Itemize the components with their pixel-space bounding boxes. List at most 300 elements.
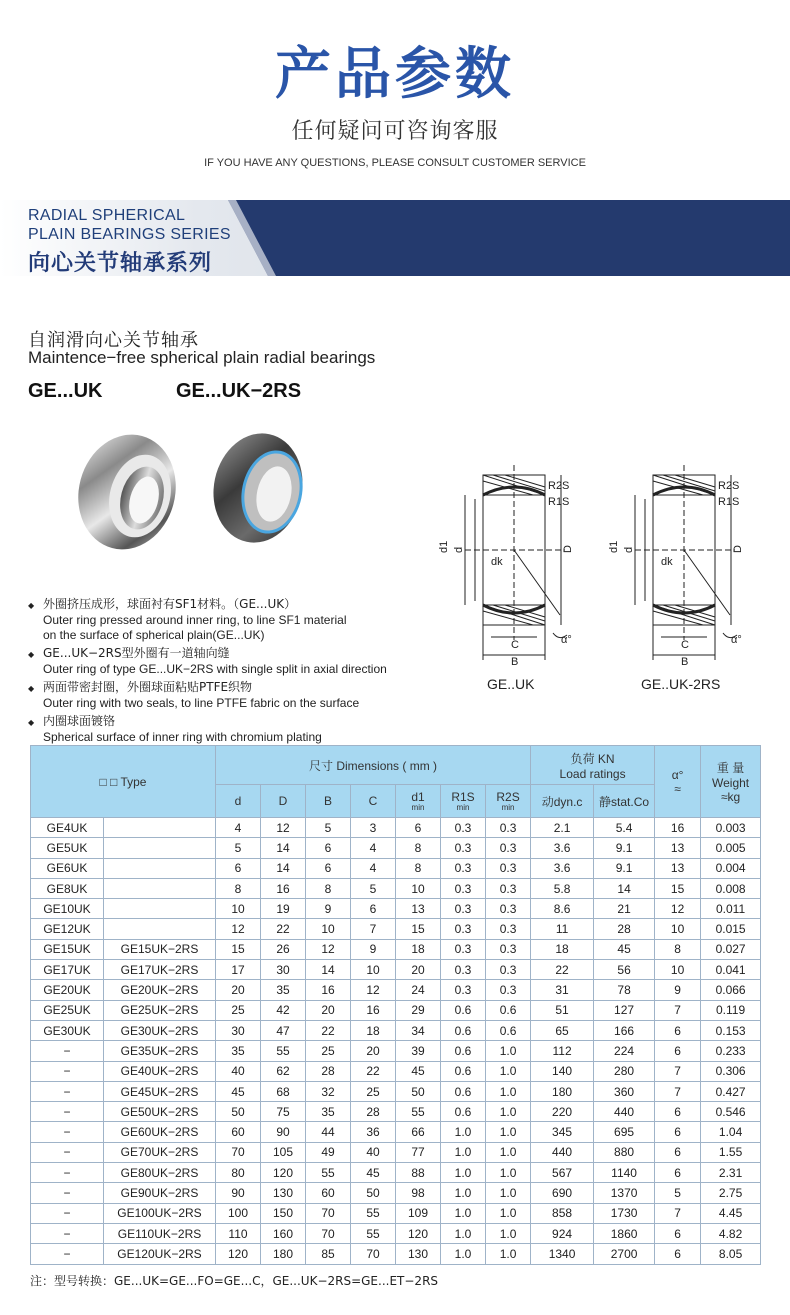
header-stat: 静stat.Co — [594, 785, 655, 818]
table-cell: 6 — [306, 838, 351, 858]
table-cell: 6 — [655, 1020, 701, 1040]
header-type: □ □ Type — [31, 746, 216, 818]
diagram-label-d1: d1 — [608, 540, 620, 553]
table-cell: 6 — [351, 899, 396, 919]
table-cell: 0.546 — [701, 1102, 761, 1122]
table-cell: 22 — [531, 960, 594, 980]
table-cell: 2.31 — [701, 1163, 761, 1183]
table-cell: 6 — [655, 1163, 701, 1183]
feature-item: ◆ GE...UK−2RS型外圈有一道轴向缝 Outer ring of type GE...UK−2RS with single split in axial direction — [28, 646, 448, 677]
table-cell: − — [31, 1041, 104, 1061]
table-cell: 6 — [655, 1244, 701, 1264]
table-cell: 0.3 — [441, 939, 486, 959]
table-row — [31, 1203, 761, 1223]
diagram-label-D: D — [732, 545, 744, 553]
table-cell: 26 — [261, 939, 306, 959]
table-cell: − — [31, 1244, 104, 1264]
table-cell: − — [31, 1081, 104, 1101]
table-cell: 20 — [396, 960, 441, 980]
table-cell: − — [31, 1163, 104, 1183]
table-cell: 0.3 — [486, 960, 531, 980]
diagram-label-B: B — [681, 656, 689, 668]
table-cell: GE50UK−2RS — [104, 1102, 216, 1122]
table-cell: 440 — [594, 1102, 655, 1122]
table-cell: 12 — [261, 818, 306, 838]
table-cell: 17 — [216, 960, 261, 980]
table-cell: 180 — [531, 1081, 594, 1101]
table-row — [31, 1081, 761, 1101]
diagram-label-r2s: R2S — [548, 480, 570, 492]
table-cell: 13 — [655, 838, 701, 858]
table-cell: − — [31, 1122, 104, 1142]
table-cell: 10 — [655, 919, 701, 939]
feature-item: ◆ 内圈球面镀铬 Spherical surface of inner ring with chromium plating — [28, 714, 448, 745]
table-cell: 15 — [396, 919, 441, 939]
table-cell: 20 — [216, 980, 261, 1000]
table-cell: 1.0 — [486, 1163, 531, 1183]
diagram-label-r1s: R1S — [548, 496, 570, 508]
table-cell: 695 — [594, 1122, 655, 1142]
table-cell: 6 — [216, 858, 261, 878]
table-cell: 0.6 — [486, 1020, 531, 1040]
table-cell: 45 — [396, 1061, 441, 1081]
header-alpha: α° ≈ — [655, 746, 701, 818]
table-row — [31, 1142, 761, 1162]
table-cell: 45 — [216, 1081, 261, 1101]
table-cell: 68 — [261, 1081, 306, 1101]
table-cell: 1.0 — [441, 1183, 486, 1203]
table-cell: 0.3 — [486, 980, 531, 1000]
table-cell: 16 — [306, 980, 351, 1000]
table-cell: 100 — [216, 1203, 261, 1223]
table-cell: 28 — [351, 1102, 396, 1122]
table-cell: 0.004 — [701, 858, 761, 878]
section-title-en: Maintence−free spherical plain radial bearings — [28, 348, 376, 367]
table-cell: 18 — [396, 939, 441, 959]
section-title-cn: 自润滑向心关节轴承 — [28, 330, 199, 351]
table-cell: 6 — [655, 1041, 701, 1061]
table-cell: 55 — [306, 1163, 351, 1183]
header-B: B — [306, 785, 351, 818]
table-row — [31, 1183, 761, 1203]
table-cell — [104, 878, 216, 898]
table-cell: 0.3 — [441, 838, 486, 858]
table-cell: 0.3 — [486, 939, 531, 959]
table-cell: 0.3 — [441, 858, 486, 878]
table-cell: 9.1 — [594, 838, 655, 858]
table-cell: 47 — [261, 1020, 306, 1040]
table-cell: 85 — [306, 1244, 351, 1264]
table-cell: 8.6 — [531, 899, 594, 919]
table-cell: − — [31, 1142, 104, 1162]
table-cell: 5.4 — [594, 818, 655, 838]
table-cell: − — [31, 1183, 104, 1203]
diagram-label-d1: d1 — [438, 540, 450, 553]
table-cell: 1.0 — [486, 1183, 531, 1203]
table-cell: 0.3 — [486, 878, 531, 898]
table-cell: 112 — [531, 1041, 594, 1061]
table-row — [31, 858, 761, 878]
table-cell: 6 — [306, 858, 351, 878]
table-cell: 1.0 — [486, 1244, 531, 1264]
table-cell: 19 — [261, 899, 306, 919]
table-cell: 5 — [306, 818, 351, 838]
table-cell: 6 — [655, 1223, 701, 1243]
table-cell: 5 — [216, 838, 261, 858]
table-cell: 166 — [594, 1020, 655, 1040]
header-dyn: 动dyn.c — [531, 785, 594, 818]
table-cell: 70 — [351, 1244, 396, 1264]
table-cell: 0.6 — [441, 1102, 486, 1122]
table-cell: 0.041 — [701, 960, 761, 980]
table-cell: 1.0 — [486, 1223, 531, 1243]
table-cell: 345 — [531, 1122, 594, 1142]
table-cell: 39 — [396, 1041, 441, 1061]
table-cell: 0.3 — [441, 960, 486, 980]
header-d1: d1 min — [396, 785, 441, 818]
table-cell: 150 — [261, 1203, 306, 1223]
table-cell: 0.6 — [441, 1020, 486, 1040]
table-cell: 9 — [306, 899, 351, 919]
table-cell: 9.1 — [594, 858, 655, 878]
table-cell: 34 — [396, 1020, 441, 1040]
table-cell: 2.1 — [531, 818, 594, 838]
table-cell: 0.6 — [441, 1000, 486, 1020]
table-cell: 42 — [261, 1000, 306, 1020]
table-cell: 220 — [531, 1102, 594, 1122]
table-cell: 11 — [531, 919, 594, 939]
table-cell: 0.3 — [441, 919, 486, 939]
table-cell: 140 — [531, 1061, 594, 1081]
table-cell: 21 — [594, 899, 655, 919]
table-cell: GE6UK — [31, 858, 104, 878]
table-cell: 1.0 — [486, 1203, 531, 1223]
table-row — [31, 1041, 761, 1061]
table-cell: 0.3 — [486, 858, 531, 878]
table-cell: 0.011 — [701, 899, 761, 919]
table-cell: 10 — [306, 919, 351, 939]
diagram-label-d: d — [453, 546, 465, 553]
table-cell: 1.0 — [486, 1122, 531, 1142]
spec-table — [30, 745, 761, 1265]
table-cell: 0.6 — [441, 1061, 486, 1081]
table-cell: 10 — [216, 899, 261, 919]
table-cell: 924 — [531, 1223, 594, 1243]
table-cell: 1.0 — [486, 1041, 531, 1061]
table-cell: 1.0 — [441, 1163, 486, 1183]
table-cell: 15 — [655, 878, 701, 898]
diagram-label-d: d — [623, 546, 635, 553]
table-cell: 35 — [306, 1102, 351, 1122]
table-cell: 1.0 — [441, 1244, 486, 1264]
page-subtitle: 任何疑问可咨询客服 — [291, 119, 499, 144]
table-cell: − — [31, 1203, 104, 1223]
table-cell: 25 — [216, 1000, 261, 1020]
table-cell: 88 — [396, 1163, 441, 1183]
table-cell: 10 — [396, 878, 441, 898]
table-cell: 25 — [306, 1041, 351, 1061]
table-cell: GE30UK−2RS — [104, 1020, 216, 1040]
table-cell: 22 — [351, 1061, 396, 1081]
table-cell: 0.6 — [441, 1041, 486, 1061]
table-cell: 880 — [594, 1142, 655, 1162]
table-cell: 60 — [216, 1122, 261, 1142]
table-cell: 20 — [351, 1041, 396, 1061]
table-cell: 4 — [351, 838, 396, 858]
table-row — [31, 1000, 761, 1020]
table-cell: 1730 — [594, 1203, 655, 1223]
table-cell: 29 — [396, 1000, 441, 1020]
table-cell: 5 — [655, 1183, 701, 1203]
table-cell: 35 — [261, 980, 306, 1000]
table-cell: 31 — [531, 980, 594, 1000]
table-cell: 105 — [261, 1142, 306, 1162]
table-cell: 13 — [655, 858, 701, 878]
table-cell: 0.3 — [441, 980, 486, 1000]
table-cell: 14 — [261, 838, 306, 858]
table-cell: 50 — [351, 1183, 396, 1203]
table-row — [31, 838, 761, 858]
table-cell: 130 — [261, 1183, 306, 1203]
table-cell: 1860 — [594, 1223, 655, 1243]
diagram-label-r1s: R1S — [718, 496, 740, 508]
table-row — [31, 899, 761, 919]
table-cell: 13 — [396, 899, 441, 919]
table-cell: 55 — [351, 1223, 396, 1243]
table-cell: 80 — [216, 1163, 261, 1183]
table-cell: 55 — [351, 1203, 396, 1223]
table-cell: 360 — [594, 1081, 655, 1101]
feature-item: ◆ 两面带密封圈，外圈球面粘贴PTFE织物 Outer ring with two seals, to line PTFE fabric on the surface — [28, 680, 448, 711]
table-cell: 0.015 — [701, 919, 761, 939]
table-cell: 5 — [351, 878, 396, 898]
table-cell: GE15UK — [31, 939, 104, 959]
table-cell: 1.0 — [486, 1142, 531, 1162]
table-cell: 7 — [655, 1000, 701, 1020]
diagram-label-dk: dk — [491, 556, 503, 568]
table-cell: GE80UK−2RS — [104, 1163, 216, 1183]
table-cell: 0.153 — [701, 1020, 761, 1040]
table-cell: 55 — [261, 1041, 306, 1061]
table-row — [31, 939, 761, 959]
table-cell: 9 — [655, 980, 701, 1000]
table-cell: 40 — [351, 1142, 396, 1162]
table-row — [31, 919, 761, 939]
table-cell: 110 — [216, 1223, 261, 1243]
table-cell: 7 — [655, 1081, 701, 1101]
table-cell — [104, 858, 216, 878]
table-row — [31, 1223, 761, 1243]
table-cell: 0.008 — [701, 878, 761, 898]
table-cell — [104, 818, 216, 838]
table-cell: 40 — [216, 1061, 261, 1081]
table-cell: 3 — [351, 818, 396, 838]
table-cell: 8 — [306, 878, 351, 898]
table-cell: 62 — [261, 1061, 306, 1081]
table-cell: 6 — [655, 1122, 701, 1142]
header-D: D — [261, 785, 306, 818]
table-cell: 30 — [261, 960, 306, 980]
table-cell: 440 — [531, 1142, 594, 1162]
diagram-caption-ge-uk: GE..UK — [487, 676, 535, 692]
table-cell: GE90UK−2RS — [104, 1183, 216, 1203]
table-cell: 28 — [306, 1061, 351, 1081]
table-cell: 16 — [261, 878, 306, 898]
table-cell: 0.3 — [441, 899, 486, 919]
table-row — [31, 1244, 761, 1264]
table-cell: GE15UK−2RS — [104, 939, 216, 959]
table-cell: 4 — [216, 818, 261, 838]
table-cell: 1.0 — [486, 1081, 531, 1101]
table-cell: 6 — [655, 1142, 701, 1162]
table-cell: 0.3 — [441, 878, 486, 898]
table-cell: 0.427 — [701, 1081, 761, 1101]
table-row — [31, 878, 761, 898]
table-cell: 70 — [306, 1223, 351, 1243]
model-ge-uk: GE...UK — [28, 380, 103, 402]
table-cell: 18 — [351, 1020, 396, 1040]
table-cell: 49 — [306, 1142, 351, 1162]
table-cell: 70 — [306, 1203, 351, 1223]
table-cell: GE17UK−2RS — [104, 960, 216, 980]
table-cell: 4 — [351, 858, 396, 878]
table-cell: 1140 — [594, 1163, 655, 1183]
table-cell: GE5UK — [31, 838, 104, 858]
table-cell: 1.0 — [441, 1142, 486, 1162]
table-cell: GE12UK — [31, 919, 104, 939]
table-cell: 0.3 — [486, 818, 531, 838]
table-cell: 0.003 — [701, 818, 761, 838]
page-subtitle-en: IF YOU HAVE ANY QUESTIONS, PLEASE CONSULT CUSTOMER SERVICE — [204, 157, 586, 169]
table-cell: 0.6 — [486, 1000, 531, 1020]
table-cell: − — [31, 1223, 104, 1243]
table-cell: 8 — [396, 838, 441, 858]
table-cell: 14 — [261, 858, 306, 878]
table-cell: 109 — [396, 1203, 441, 1223]
table-cell: 0.027 — [701, 939, 761, 959]
table-cell: 690 — [531, 1183, 594, 1203]
table-cell: 28 — [594, 919, 655, 939]
table-cell: 8.05 — [701, 1244, 761, 1264]
table-cell: 90 — [216, 1183, 261, 1203]
table-cell: 180 — [261, 1244, 306, 1264]
series-title-en: RADIAL SPHERICAL PLAIN BEARINGS SERIES — [28, 207, 231, 243]
table-cell: 36 — [351, 1122, 396, 1142]
table-cell: GE120UK−2RS — [104, 1244, 216, 1264]
table-cell: 120 — [396, 1223, 441, 1243]
model-ge-uk-2rs: GE...UK−2RS — [176, 380, 302, 402]
table-cell: 45 — [351, 1163, 396, 1183]
table-cell: 25 — [351, 1081, 396, 1101]
table-cell: GE60UK−2RS — [104, 1122, 216, 1142]
table-cell: 2.75 — [701, 1183, 761, 1203]
table-cell: 45 — [594, 939, 655, 959]
table-cell: 78 — [594, 980, 655, 1000]
table-cell: 16 — [655, 818, 701, 838]
table-cell: 1.0 — [486, 1102, 531, 1122]
table-cell: 8 — [396, 858, 441, 878]
table-cell: 6 — [655, 1102, 701, 1122]
diagram-ge-uk-2rs — [605, 465, 765, 670]
table-cell: 0.6 — [441, 1081, 486, 1101]
table-cell: 70 — [216, 1142, 261, 1162]
table-cell: 12 — [306, 939, 351, 959]
table-cell: 7 — [351, 919, 396, 939]
table-cell: 22 — [261, 919, 306, 939]
table-cell: 56 — [594, 960, 655, 980]
table-cell — [104, 838, 216, 858]
table-cell: 127 — [594, 1000, 655, 1020]
table-cell: 1.55 — [701, 1142, 761, 1162]
table-cell: 15 — [216, 939, 261, 959]
table-cell: 50 — [216, 1102, 261, 1122]
header-weight: 重 量 Weight ≈kg — [701, 746, 761, 818]
bearing-photo-ge-uk-2rs — [210, 430, 310, 552]
table-cell: 0.233 — [701, 1041, 761, 1061]
table-cell: GE20UK — [31, 980, 104, 1000]
table-cell: − — [31, 1102, 104, 1122]
diagram-label-dk: dk — [661, 556, 673, 568]
table-cell: 120 — [216, 1244, 261, 1264]
table-cell: 0.3 — [486, 919, 531, 939]
table-cell: 24 — [396, 980, 441, 1000]
table-cell: 0.005 — [701, 838, 761, 858]
table-cell: 130 — [396, 1244, 441, 1264]
table-cell: 5.8 — [531, 878, 594, 898]
table-row — [31, 1102, 761, 1122]
table-cell: 280 — [594, 1061, 655, 1081]
model-conversion-note: 注：型号转换：GE...UK=GE...FO=GE...C，GE...UK−2RS=GE...ET−2RS — [30, 1274, 439, 1288]
table-cell: 1.0 — [486, 1061, 531, 1081]
diagram-label-B: B — [511, 656, 519, 668]
table-cell: 160 — [261, 1223, 306, 1243]
table-cell: 77 — [396, 1142, 441, 1162]
table-cell: 12 — [351, 980, 396, 1000]
table-cell: 22 — [306, 1020, 351, 1040]
table-cell: 60 — [306, 1183, 351, 1203]
table-row — [31, 1122, 761, 1142]
table-cell: 14 — [594, 878, 655, 898]
table-cell: 1.0 — [441, 1203, 486, 1223]
table-cell: 0.3 — [486, 838, 531, 858]
table-row — [31, 960, 761, 980]
table-cell: 12 — [655, 899, 701, 919]
table-cell: 55 — [396, 1102, 441, 1122]
table-cell: 3.6 — [531, 838, 594, 858]
diagram-label-C: C — [511, 639, 519, 651]
table-cell: 1340 — [531, 1244, 594, 1264]
table-cell: GE25UK — [31, 1000, 104, 1020]
table-cell: 0.119 — [701, 1000, 761, 1020]
table-cell: 0.3 — [441, 818, 486, 838]
table-cell: GE45UK−2RS — [104, 1081, 216, 1101]
table-cell: 2700 — [594, 1244, 655, 1264]
header-r1s: R1S min — [441, 785, 486, 818]
table-cell: GE17UK — [31, 960, 104, 980]
page-title: 产品参数 — [275, 42, 515, 107]
table-cell: 65 — [531, 1020, 594, 1040]
table-row — [31, 1061, 761, 1081]
table-cell: GE20UK−2RS — [104, 980, 216, 1000]
table-cell: 90 — [261, 1122, 306, 1142]
table-cell: 75 — [261, 1102, 306, 1122]
table-cell: 1.0 — [441, 1122, 486, 1142]
feature-list — [28, 597, 448, 748]
table-cell — [104, 899, 216, 919]
header-C: C — [351, 785, 396, 818]
table-cell: 8 — [655, 939, 701, 959]
table-cell: 7 — [655, 1061, 701, 1081]
